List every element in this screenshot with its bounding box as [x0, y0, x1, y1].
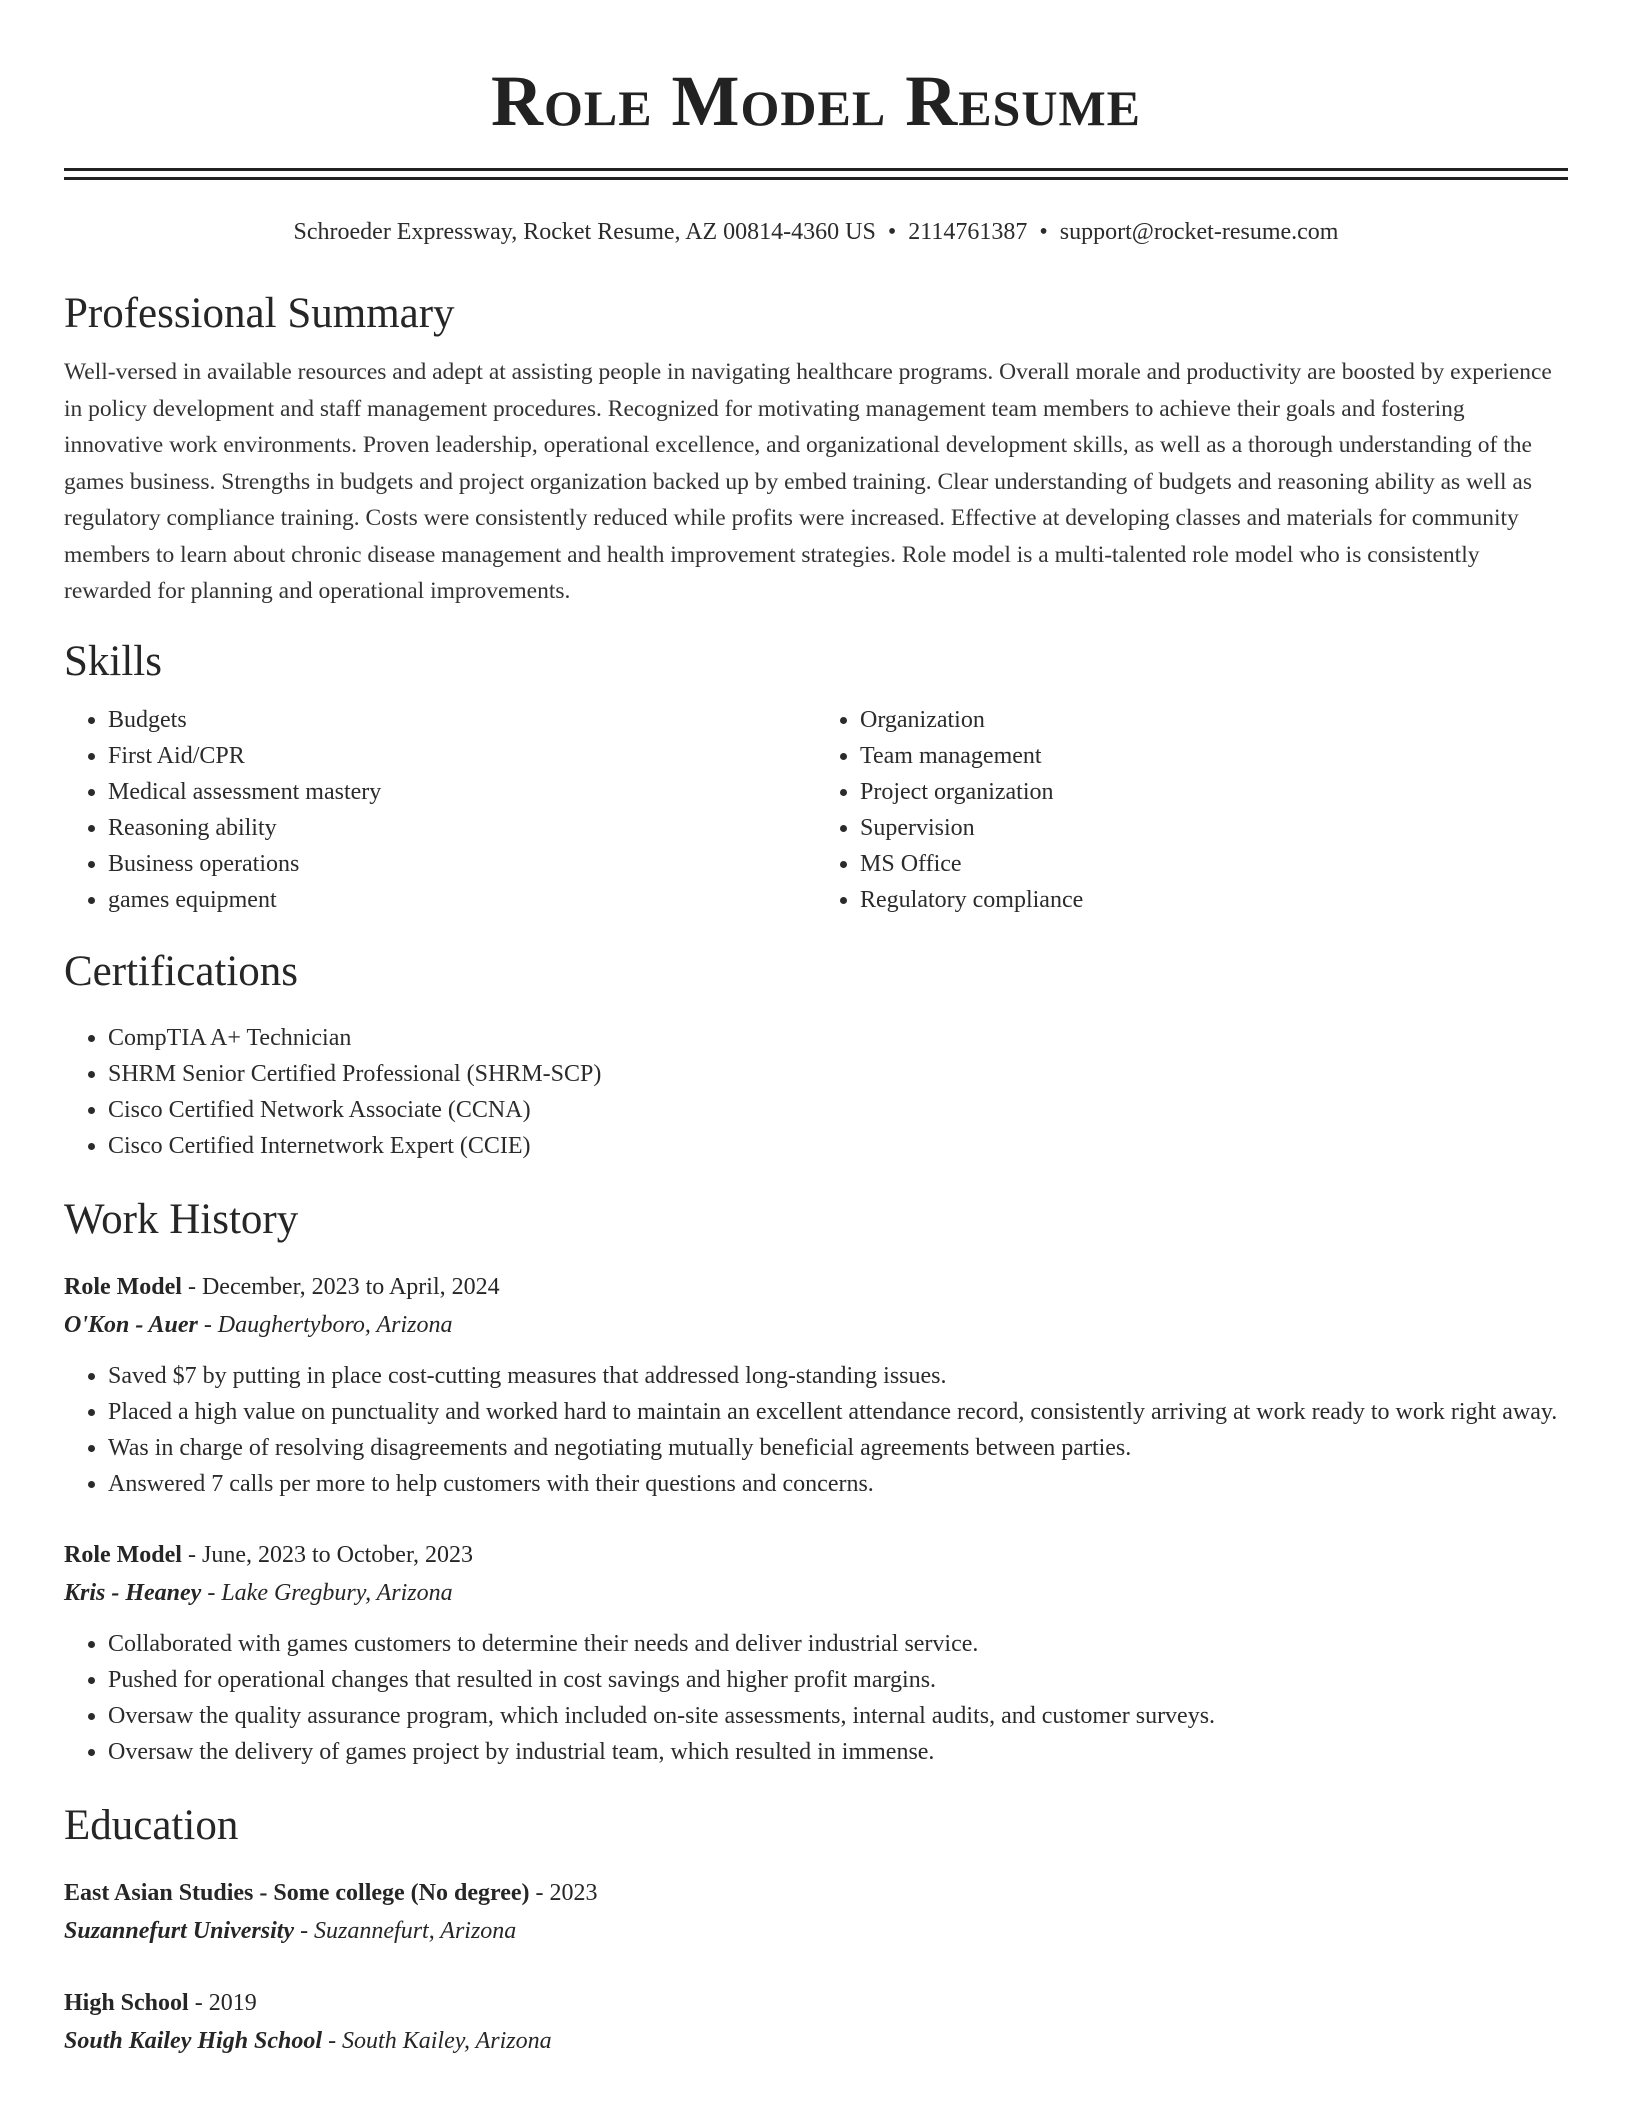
job-bullets: [64, 1358, 1568, 1502]
work-history-heading: Work History: [64, 1195, 299, 1243]
skill-item: • Supervision: [860, 810, 1568, 846]
job-location: - Lake Gregbury, Arizona: [201, 1579, 453, 1606]
education-year: - 2019: [188, 1989, 257, 2016]
job-bullet: • Was in charge of resolving disagreements and negotiating mutually beneficial agreements between parties.: [108, 1430, 1568, 1466]
contact-separator: •: [1039, 219, 1048, 245]
education-location: - South Kailey, Arizona: [322, 2027, 552, 2054]
job-company-line: [64, 1574, 1568, 1612]
education-degree: East Asian Studies - Some college (No degree): [64, 1879, 530, 1906]
job-title-line: [64, 1536, 1568, 1574]
resume-title: Role Model Resume: [490, 61, 1142, 141]
education-school: Suzannefurt University: [64, 1917, 295, 1944]
skill-item: • Team management: [860, 738, 1568, 774]
skills-section: [64, 636, 1568, 918]
certification-item: • CompTIA A+ Technician: [108, 1020, 1568, 1056]
job-company: Kris - Heaney: [64, 1579, 202, 1606]
summary-section: [64, 288, 1568, 610]
work-history-section: [64, 1194, 1568, 1770]
summary-text: Well-versed in available resources and adept at assisting people in navigating healthcare programs. Overall morale and productivity are boosted by experience in policy development and staff management procedures. Recognized for motivating management team members to achieve their goals and fostering innovative work environments. Proven leadership, operational excellence, and organizational development skills, as well as a thorough understanding of the games business. Strengths in budgets and project organization backed up by embed training. Clear understanding of budgets and reasoning ability as well as regulatory compliance training. Costs were consistently reduced while profits were increased. Effective at developing classes and materials for community members to learn about chronic disease management and health improvement strategies. Role model is a multi-talented role model who is consistently rewarded for planning and operational improvements.: [64, 359, 1552, 604]
education-year: - 2023: [529, 1879, 598, 1906]
certification-item: • Cisco Certified Internetwork Expert (CCIE): [108, 1128, 1568, 1164]
job-bullet: • Placed a high value on punctuality and worked hard to maintain an excellent attendance record, consistently arriving at work ready to work right away.: [108, 1394, 1568, 1430]
job-bullets: [64, 1626, 1568, 1770]
certification-item: • Cisco Certified Network Associate (CCNA): [108, 1092, 1568, 1128]
certifications-list: [64, 1020, 1568, 1164]
title-divider-bottom: [64, 177, 1568, 180]
job-bullet: • Pushed for operational changes that resulted in cost savings and higher profit margins.: [108, 1662, 1568, 1698]
skill-item: • Organization: [860, 702, 1568, 738]
skill-item: • games equipment: [108, 882, 816, 918]
skill-item: • Project organization: [860, 774, 1568, 810]
skills-heading: Skills: [64, 637, 162, 685]
education-degree-line: [64, 1984, 1568, 2022]
job-bullet: • Collaborated with games customers to determine their needs and deliver industrial service.: [108, 1626, 1568, 1662]
education-school: South Kailey High School: [64, 2027, 323, 2054]
job-location: - Daughertyboro, Arizona: [197, 1311, 453, 1338]
job-bullet: • Answered 7 calls per more to help customers with their questions and concerns.: [108, 1466, 1568, 1502]
certifications-section: [64, 946, 1568, 1164]
education-location: - Suzannefurt, Arizona: [294, 1917, 517, 1944]
skill-item: • MS Office: [860, 846, 1568, 882]
education-heading: Education: [64, 1801, 239, 1849]
job-entry: [64, 1536, 1568, 1770]
job-dates: - December, 2023 to April, 2024: [181, 1273, 500, 1300]
job-company-line: [64, 1306, 1568, 1344]
contact-address: Schroeder Expressway, Rocket Resume, AZ 00814-4360 US: [293, 219, 876, 245]
education-degree: High School: [64, 1989, 189, 2016]
skills-columns: [64, 702, 1568, 918]
education-entry: [64, 1874, 1568, 1950]
education-school-line: [64, 2022, 1568, 2060]
job-company: O'Kon - Auer: [64, 1311, 198, 1338]
contact-email[interactable]: support@rocket-resume.com: [1059, 219, 1339, 245]
job-title-line: [64, 1268, 1568, 1306]
job-bullet: • Oversaw the quality assurance program, which included on-site assessments, internal audits, and customer surveys.: [108, 1698, 1568, 1734]
job-bullet: • Oversaw the delivery of games project by industrial team, which resulted in immense.: [108, 1734, 1568, 1770]
education-entry: [64, 1984, 1568, 2060]
education-degree-line: [64, 1874, 1568, 1912]
certification-item: • SHRM Senior Certified Professional (SHRM-SCP): [108, 1056, 1568, 1092]
skills-list-left: [64, 702, 816, 918]
contact-line: [64, 216, 1568, 248]
certifications-heading: Certifications: [64, 947, 299, 995]
skill-item: • First Aid/CPR: [108, 738, 816, 774]
skills-list-right: [816, 702, 1568, 918]
job-bullet: • Saved $7 by putting in place cost-cutting measures that addressed long-standing issues.: [108, 1358, 1568, 1394]
skill-item: • Regulatory compliance: [860, 882, 1568, 918]
contact-separator: •: [887, 219, 897, 245]
contact-phone: 2114761387: [908, 219, 1028, 245]
skill-item: • Medical assessment mastery: [108, 774, 816, 810]
job-title: Role Model: [64, 1273, 182, 1300]
summary-heading: Professional Summary: [64, 290, 455, 337]
skill-item: • Business operations: [108, 846, 816, 882]
title-divider-top: [64, 168, 1568, 171]
education-section: [64, 1800, 1568, 2060]
skill-item: • Reasoning ability: [108, 810, 816, 846]
job-dates: - June, 2023 to October, 2023: [181, 1541, 473, 1568]
job-title: Role Model: [64, 1541, 182, 1568]
job-entry: [64, 1268, 1568, 1502]
skill-item: • Budgets: [108, 702, 816, 738]
education-school-line: [64, 1912, 1568, 1950]
